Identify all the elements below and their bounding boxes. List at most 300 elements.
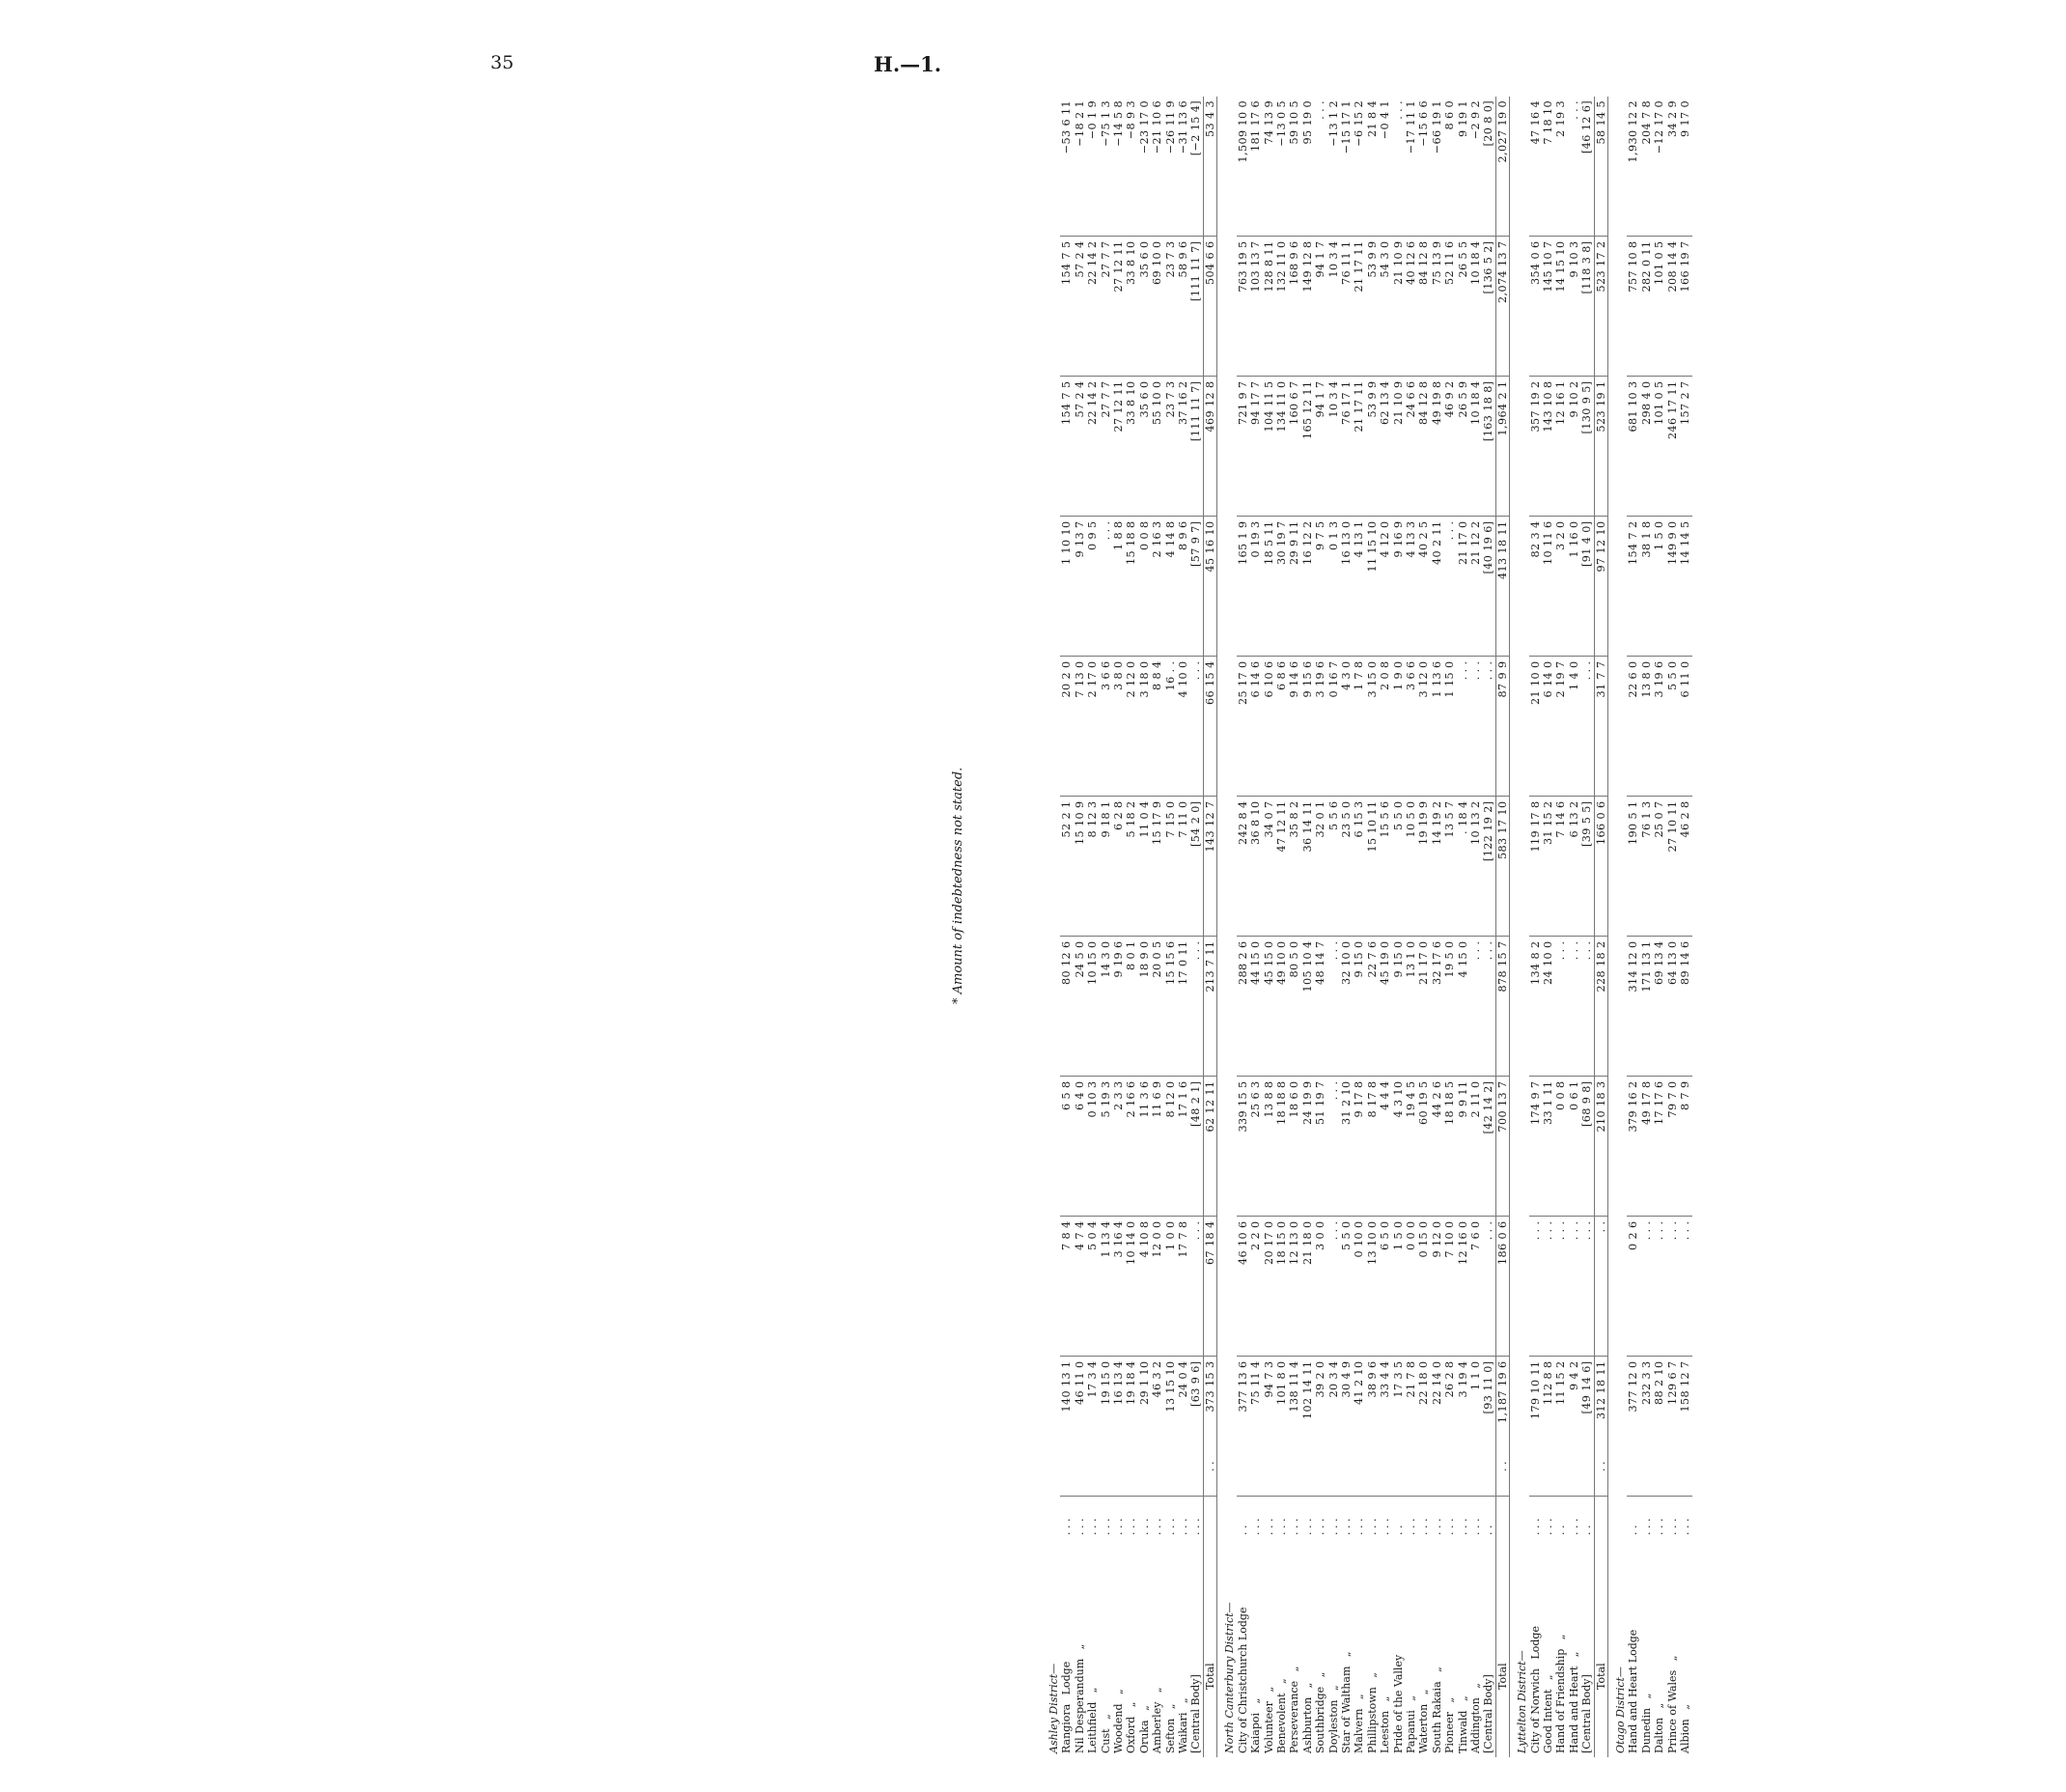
amount-cell: 47 12 11 bbox=[1275, 797, 1288, 937]
leader-dots: . . . bbox=[1189, 1518, 1203, 1535]
lodge-suffix: „ bbox=[1249, 1697, 1263, 1704]
table-row bbox=[1482, 97, 1495, 1757]
amount-cell: 21 17 0 bbox=[1457, 517, 1469, 657]
table-row bbox=[1138, 97, 1151, 1757]
leader-dots: . . . bbox=[1542, 1518, 1555, 1535]
amount-cell: 13 15 10 bbox=[1164, 1357, 1177, 1497]
amount-cell: 1 9 0 bbox=[1392, 657, 1405, 797]
amount-cell: −13 1 2 bbox=[1327, 97, 1340, 237]
amount-cell: 314 12 0 bbox=[1627, 937, 1639, 1077]
amount-cell: . . . bbox=[1482, 937, 1495, 1077]
amount-cell: 7 6 0 bbox=[1469, 1217, 1482, 1357]
table-row bbox=[1405, 97, 1417, 1757]
amount-cell: [91 4 0] bbox=[1580, 517, 1594, 657]
amount-cell: 6 5 0 bbox=[1379, 1217, 1391, 1357]
lodge-name-text: Leithfield bbox=[1086, 1701, 1100, 1753]
lodge-name-text: Dunedin bbox=[1639, 1707, 1653, 1753]
leader-dots: . . . bbox=[1679, 1518, 1692, 1535]
amount-cell: 49 17 8 bbox=[1640, 1077, 1653, 1217]
footnote: * Amount of indebtedness not stated. bbox=[951, 767, 965, 1004]
leader-dots: . . . bbox=[1404, 1518, 1417, 1535]
amount-cell: 34 2 9 bbox=[1666, 97, 1679, 237]
leader-dots: . . bbox=[1580, 1525, 1594, 1535]
amount-cell: 3 6 6 bbox=[1100, 657, 1112, 797]
lodge-name bbox=[1379, 1539, 1391, 1757]
lodge-suffix: „ bbox=[1456, 1695, 1469, 1702]
amount-cell: [54 2 0] bbox=[1189, 797, 1203, 937]
table-row bbox=[1340, 97, 1353, 1757]
amount-cell: 0 2 6 bbox=[1627, 1217, 1639, 1357]
amount-cell: 95 19 0 bbox=[1301, 97, 1314, 237]
lodge-name bbox=[1640, 1539, 1653, 1757]
lodge-name bbox=[1443, 1539, 1456, 1757]
amount-cell: 23 7 3 bbox=[1164, 377, 1177, 517]
amount-cell: −75 1 3 bbox=[1100, 97, 1112, 237]
amount-cell: 9 19 6 bbox=[1112, 937, 1125, 1077]
amount-cell: 29 9 11 bbox=[1288, 517, 1300, 657]
lodge-name-text: Benevolent bbox=[1274, 1693, 1288, 1753]
amount-cell: −0 1 9 bbox=[1086, 97, 1099, 237]
lodge-suffix: Lodge bbox=[1528, 1626, 1542, 1660]
amount-cell: 47 16 4 bbox=[1529, 97, 1542, 237]
amount-cell: 134 8 2 bbox=[1529, 937, 1542, 1077]
amount-cell: 18 18 8 bbox=[1275, 1077, 1288, 1217]
amount-cell: 4 3 0 bbox=[1340, 657, 1353, 797]
amount-cell: [40 19 6] bbox=[1482, 517, 1495, 657]
leader-dots: . . bbox=[1554, 1525, 1568, 1535]
total-amount-cell: 2,027 19 0 bbox=[1495, 97, 1509, 237]
lodge-name-text: Oxford bbox=[1125, 1716, 1138, 1753]
amount-cell: . . . bbox=[1580, 1217, 1594, 1357]
amount-cell: 26 5 5 bbox=[1457, 237, 1469, 377]
leader-dots: . . . bbox=[1262, 1518, 1275, 1535]
amount-cell: 3 8 0 bbox=[1112, 657, 1125, 797]
lodge-name bbox=[1469, 1539, 1482, 1757]
table-row bbox=[1353, 97, 1365, 1757]
lodge-name bbox=[1580, 1539, 1594, 1757]
amount-cell: 2 16 6 bbox=[1125, 1077, 1137, 1217]
amount-cell: 22 14 2 bbox=[1086, 377, 1099, 517]
lodge-name bbox=[1653, 1539, 1665, 1757]
district-name: Lyttelton District— bbox=[1516, 1650, 1529, 1753]
amount-cell: 89 14 6 bbox=[1679, 937, 1691, 1077]
amount-cell: 10 11 6 bbox=[1542, 517, 1554, 657]
amount-cell: 8 6 0 bbox=[1443, 97, 1456, 237]
lodge-name-text: Woodend bbox=[1112, 1703, 1126, 1753]
leader-dots: . . . bbox=[1249, 1518, 1263, 1535]
lodge-suffix: „ bbox=[1639, 1693, 1653, 1699]
lodge-name-text: Amberley bbox=[1151, 1701, 1164, 1753]
amount-cell: [48 2 1] bbox=[1189, 1077, 1203, 1217]
lodge-suffix: Lodge bbox=[1060, 1661, 1074, 1695]
amount-cell: 1 1 0 bbox=[1469, 1357, 1482, 1497]
lodge-suffix: „ bbox=[1137, 1705, 1151, 1711]
amount-cell: 57 2 4 bbox=[1074, 377, 1086, 517]
amount-cell: 17 3 5 bbox=[1392, 1357, 1405, 1497]
amount-cell: . . . bbox=[1443, 517, 1456, 657]
amount-cell: 103 13 7 bbox=[1249, 237, 1262, 377]
lodge-name-text: Addington bbox=[1469, 1697, 1482, 1753]
amount-cell: 13 5 7 bbox=[1443, 797, 1456, 937]
lodge-name-text: Volunteer bbox=[1262, 1701, 1275, 1753]
amount-cell: 6 14 6 bbox=[1249, 657, 1262, 797]
amount-cell: 2 11 0 bbox=[1469, 1077, 1482, 1217]
table-row bbox=[1554, 97, 1567, 1757]
amount-cell: 15 17 9 bbox=[1151, 797, 1163, 937]
amount-cell: 27 7 7 bbox=[1100, 377, 1112, 517]
leader-dots: . . . bbox=[1417, 1518, 1431, 1535]
total-amount-cell: 166 0 6 bbox=[1594, 797, 1607, 937]
table-body bbox=[1047, 97, 1698, 1757]
amount-cell: 12 13 0 bbox=[1288, 1217, 1300, 1357]
amount-cell: [163 18 8] bbox=[1482, 377, 1495, 517]
lodge-suffix: „ bbox=[1353, 1694, 1366, 1700]
amount-cell: 4 10 0 bbox=[1177, 657, 1189, 797]
amount-cell: 10 14 0 bbox=[1125, 1217, 1137, 1357]
total-amount-cell: 413 18 11 bbox=[1495, 517, 1509, 657]
amount-cell: 21 17 11 bbox=[1353, 377, 1365, 517]
section-spacer bbox=[1692, 97, 1698, 1757]
amount-cell: 15 5 6 bbox=[1379, 797, 1391, 937]
table-row bbox=[1263, 97, 1275, 1757]
amount-cell: 60 19 5 bbox=[1417, 1077, 1430, 1217]
amount-cell: 15 10 11 bbox=[1366, 797, 1379, 937]
amount-cell: 22 6 0 bbox=[1627, 657, 1639, 797]
table-row bbox=[1529, 97, 1542, 1757]
amount-cell: 9 18 1 bbox=[1100, 797, 1112, 937]
amount-cell: 18 6 0 bbox=[1288, 1077, 1300, 1217]
leader-dots: . . . bbox=[1073, 1518, 1086, 1535]
amount-cell: 84 12 8 bbox=[1417, 377, 1430, 517]
amount-cell: 35 8 2 bbox=[1288, 797, 1300, 937]
amount-cell: 23 5 0 bbox=[1340, 797, 1353, 937]
amount-cell: 21 8 4 bbox=[1366, 97, 1379, 237]
table-row bbox=[1237, 97, 1249, 1757]
district-heading-row bbox=[1047, 97, 1060, 1757]
amount-cell: 763 19 5 bbox=[1237, 237, 1249, 377]
amount-cell: 5 5 6 bbox=[1327, 797, 1340, 937]
amount-cell: 57 2 4 bbox=[1074, 237, 1086, 377]
amount-cell: 119 17 8 bbox=[1529, 797, 1542, 937]
lodge-name bbox=[1177, 1539, 1189, 1757]
table-row bbox=[1457, 97, 1469, 1757]
lodge-suffix: „ bbox=[1339, 1651, 1353, 1658]
amount-cell: 21 18 0 bbox=[1301, 1217, 1314, 1357]
amount-cell: 6 10 6 bbox=[1263, 657, 1275, 797]
table-row bbox=[1469, 97, 1482, 1757]
lodge-name bbox=[1627, 1539, 1639, 1757]
amount-cell: . . . bbox=[1580, 657, 1594, 797]
lodge-name-text: [Central Body] bbox=[1482, 1674, 1495, 1753]
amount-cell: 44 2 6 bbox=[1431, 1077, 1443, 1217]
amount-cell: 22 14 2 bbox=[1086, 237, 1099, 377]
lodge-name-text: Kaiapoi bbox=[1249, 1712, 1263, 1753]
amount-cell: 27 12 11 bbox=[1112, 377, 1125, 517]
amount-cell: 1 16 0 bbox=[1568, 517, 1580, 657]
amount-cell: 6 14 0 bbox=[1542, 657, 1554, 797]
amount-cell: 204 7 8 bbox=[1640, 97, 1653, 237]
lodge-name bbox=[1327, 1539, 1340, 1757]
total-amount-cell: 67 18 4 bbox=[1203, 1217, 1216, 1357]
amount-cell: 64 13 0 bbox=[1666, 937, 1679, 1077]
amount-cell: 1 5 0 bbox=[1653, 517, 1665, 657]
lodge-suffix: „ bbox=[1125, 1701, 1138, 1708]
amount-cell: 166 19 7 bbox=[1679, 237, 1691, 377]
leader-dots: . . . bbox=[1528, 1518, 1542, 1535]
total-amount-cell: 700 13 7 bbox=[1495, 1077, 1509, 1217]
amount-cell: 7 18 10 bbox=[1542, 97, 1554, 237]
leader-dots: . . bbox=[1594, 1497, 1607, 1539]
lodge-name-text: Nil Desperandum bbox=[1073, 1658, 1086, 1753]
amount-cell: 4 14 8 bbox=[1164, 517, 1177, 657]
amount-cell: 36 14 11 bbox=[1301, 797, 1314, 937]
amount-cell: 14 14 5 bbox=[1679, 517, 1691, 657]
amount-cell: . . . bbox=[1189, 657, 1203, 797]
lodge-suffix: „ bbox=[1163, 1703, 1177, 1710]
amount-cell: . . . bbox=[1542, 1217, 1554, 1357]
amount-cell: 69 13 4 bbox=[1653, 937, 1665, 1077]
amount-cell: 9 9 11 bbox=[1457, 1077, 1469, 1217]
amount-cell: 134 11 0 bbox=[1275, 377, 1288, 517]
amount-cell: 8 9 6 bbox=[1177, 517, 1189, 657]
amount-cell: 41 2 10 bbox=[1353, 1357, 1365, 1497]
amount-cell: 25 6 3 bbox=[1249, 1077, 1262, 1217]
lodge-suffix: „ bbox=[1314, 1671, 1327, 1678]
amount-cell: 27 10 11 bbox=[1666, 797, 1679, 937]
amount-cell: 53 9 9 bbox=[1366, 237, 1379, 377]
amount-cell: [63 9 6] bbox=[1189, 1357, 1203, 1497]
amount-cell: 18 18 5 bbox=[1443, 1077, 1456, 1217]
amount-cell: 6 5 8 bbox=[1060, 1077, 1073, 1217]
amount-cell: 30 19 7 bbox=[1275, 517, 1288, 657]
amount-cell: 112 8 8 bbox=[1542, 1357, 1554, 1497]
amount-cell: . . . bbox=[1327, 1077, 1340, 1217]
amount-cell: [49 14 6] bbox=[1580, 1357, 1594, 1497]
table-row bbox=[1086, 97, 1099, 1757]
amount-cell: 26 2 8 bbox=[1443, 1357, 1456, 1497]
lodge-name bbox=[1529, 1539, 1542, 1757]
district-heading-row bbox=[1223, 97, 1236, 1757]
amount-cell: 21 17 11 bbox=[1353, 237, 1365, 377]
leader-dots: . . . bbox=[1163, 1518, 1177, 1535]
lodge-name bbox=[1542, 1539, 1554, 1757]
amount-cell: 24 5 0 bbox=[1074, 937, 1086, 1077]
amount-cell: 128 8 11 bbox=[1263, 237, 1275, 377]
amount-cell: 104 11 5 bbox=[1263, 377, 1275, 517]
amount-cell: 46 9 2 bbox=[1443, 377, 1456, 517]
amount-cell: . . . bbox=[1392, 97, 1405, 237]
amount-cell: 16 . . bbox=[1164, 657, 1177, 797]
total-amount-cell: 373 15 3 bbox=[1203, 1357, 1216, 1497]
amount-cell: 38 9 6 bbox=[1366, 1357, 1379, 1497]
amount-cell: [130 9 5] bbox=[1580, 377, 1594, 517]
amount-cell: 46 2 8 bbox=[1679, 797, 1691, 937]
amount-cell: −6 15 2 bbox=[1353, 97, 1365, 237]
total-row bbox=[1495, 97, 1509, 1757]
amount-cell: 35 6 0 bbox=[1138, 377, 1151, 517]
amount-cell: −26 11 9 bbox=[1164, 97, 1177, 237]
amount-cell: 101 0 5 bbox=[1653, 377, 1665, 517]
amount-cell: 101 0 5 bbox=[1653, 237, 1665, 377]
amount-cell: . . . bbox=[1457, 657, 1469, 797]
lodge-name bbox=[1164, 1539, 1177, 1757]
amount-cell: 6 8 6 bbox=[1275, 657, 1288, 797]
lodge-name-text: Prince of Wales bbox=[1665, 1669, 1679, 1753]
lodge-name bbox=[1074, 1539, 1086, 1757]
amount-cell: 88 2 10 bbox=[1653, 1357, 1665, 1497]
amount-cell: 8 7 9 bbox=[1679, 1077, 1691, 1217]
amount-cell: −14 5 8 bbox=[1112, 97, 1125, 237]
amount-cell: 1 15 0 bbox=[1443, 657, 1456, 797]
table-row bbox=[1151, 97, 1163, 1757]
amount-cell: 3 0 0 bbox=[1314, 1217, 1326, 1357]
leader-dots: . . bbox=[1495, 1497, 1509, 1539]
leader-dots: . . . bbox=[1086, 1518, 1100, 1535]
lodge-suffix: „ bbox=[1417, 1689, 1431, 1695]
amount-cell: 4 3 10 bbox=[1392, 1077, 1405, 1217]
lodge-name-text: Star of Waltham bbox=[1339, 1666, 1353, 1753]
lodge-name-text: Rangiora bbox=[1060, 1703, 1074, 1753]
amount-cell: 35 6 0 bbox=[1138, 237, 1151, 377]
amount-cell: −66 19 1 bbox=[1431, 97, 1443, 237]
amount-cell: 94 7 3 bbox=[1263, 1357, 1275, 1497]
amount-cell: 181 17 6 bbox=[1249, 97, 1262, 237]
amount-cell: 138 11 4 bbox=[1288, 1357, 1300, 1497]
table-row bbox=[1301, 97, 1314, 1757]
amount-cell: 1 7 8 bbox=[1353, 657, 1365, 797]
amount-cell: 5 5 0 bbox=[1392, 797, 1405, 937]
amount-cell: 154 7 5 bbox=[1060, 237, 1073, 377]
amount-cell: 288 2 6 bbox=[1237, 937, 1249, 1077]
amount-cell: 12 0 0 bbox=[1151, 1217, 1163, 1357]
table-row bbox=[1666, 97, 1679, 1757]
amount-cell: 2 16 3 bbox=[1151, 517, 1163, 657]
table-row bbox=[1392, 97, 1405, 1757]
amount-cell: 2 3 3 bbox=[1112, 1077, 1125, 1217]
lodge-name-text: [Central Body] bbox=[1189, 1674, 1203, 1753]
amount-cell: 0 10 3 bbox=[1086, 1077, 1099, 1217]
table-row bbox=[1679, 97, 1691, 1757]
lodge-suffix: „ bbox=[1177, 1697, 1190, 1704]
amount-cell: 19 15 0 bbox=[1100, 1357, 1112, 1497]
amount-cell: 49 19 8 bbox=[1431, 377, 1443, 517]
lodge-name bbox=[1679, 1539, 1691, 1757]
amount-cell: 165 12 11 bbox=[1301, 377, 1314, 517]
amount-cell: 6 4 0 bbox=[1074, 1077, 1086, 1217]
amount-cell: 0 0 0 bbox=[1405, 1217, 1417, 1357]
amount-cell: 681 10 3 bbox=[1627, 377, 1639, 517]
lodge-name bbox=[1189, 1539, 1203, 1757]
table-row bbox=[1366, 97, 1379, 1757]
amount-cell: 3 6 6 bbox=[1405, 657, 1417, 797]
lodge-suffix: „ bbox=[1073, 1643, 1086, 1650]
total-amount-cell: 62 12 11 bbox=[1203, 1077, 1216, 1217]
amount-cell: 52 2 1 bbox=[1060, 797, 1073, 937]
amount-cell: 143 10 8 bbox=[1542, 377, 1554, 517]
amount-cell: 10 5 0 bbox=[1405, 797, 1417, 937]
leader-dots: . . . bbox=[1151, 1518, 1164, 1535]
amount-cell: [−2 15 4] bbox=[1189, 97, 1203, 237]
leader-dots: . . bbox=[1236, 1525, 1249, 1535]
amount-cell: 37 16 2 bbox=[1177, 377, 1189, 517]
amount-cell: . . . bbox=[1679, 1217, 1691, 1357]
amount-cell: 31 15 2 bbox=[1542, 797, 1554, 937]
amount-cell: [42 14 2] bbox=[1482, 1077, 1495, 1217]
total-amount-cell: 523 17 2 bbox=[1594, 237, 1607, 377]
amount-cell: 15 18 8 bbox=[1125, 517, 1137, 657]
amount-cell: 12 16 1 bbox=[1554, 377, 1567, 517]
lodge-name bbox=[1405, 1539, 1417, 1757]
amount-cell: . . . bbox=[1469, 657, 1482, 797]
lodge-suffix: „ bbox=[1653, 1702, 1666, 1709]
amount-cell: 0 19 3 bbox=[1249, 517, 1262, 657]
table-row bbox=[1653, 97, 1665, 1757]
amount-cell: 45 15 0 bbox=[1263, 937, 1275, 1077]
leader-dots: . . . bbox=[1177, 1518, 1190, 1535]
lodge-name bbox=[1417, 1539, 1430, 1757]
amount-cell: 15 10 9 bbox=[1074, 797, 1086, 937]
lodge-name-text: Sefton bbox=[1163, 1718, 1177, 1753]
leader-dots: . . . bbox=[1365, 1518, 1379, 1535]
amount-cell: 0 6 1 bbox=[1568, 1077, 1580, 1217]
amount-cell: 1 13 4 bbox=[1100, 1217, 1112, 1357]
amount-cell: 102 14 11 bbox=[1301, 1357, 1314, 1497]
amount-cell: 21 12 2 bbox=[1469, 517, 1482, 657]
amount-cell: −2 9 2 bbox=[1469, 97, 1482, 237]
amount-cell: 5 5 0 bbox=[1340, 1217, 1353, 1357]
amount-cell: 154 7 5 bbox=[1060, 377, 1073, 517]
amount-cell: 6 11 0 bbox=[1679, 657, 1691, 797]
amount-cell: 1,930 12 2 bbox=[1627, 97, 1639, 237]
amount-cell: 2 19 7 bbox=[1554, 657, 1567, 797]
lodge-name bbox=[1392, 1539, 1405, 1757]
amount-cell: 75 13 9 bbox=[1431, 237, 1443, 377]
lodge-suffix: „ bbox=[1554, 1634, 1568, 1640]
amount-cell: 40 2 11 bbox=[1431, 517, 1443, 657]
amount-cell: 105 10 4 bbox=[1301, 937, 1314, 1077]
lodge-name bbox=[1457, 1539, 1469, 1757]
amount-cell: 11 6 9 bbox=[1151, 1077, 1163, 1217]
amount-cell: 2 19 3 bbox=[1554, 97, 1567, 237]
amount-cell: 1 5 0 bbox=[1392, 1217, 1405, 1357]
lodge-suffix: „ bbox=[1469, 1682, 1482, 1689]
amount-cell: 140 13 1 bbox=[1060, 1357, 1073, 1497]
lodge-name bbox=[1275, 1539, 1288, 1757]
amount-cell: 0 0 8 bbox=[1138, 517, 1151, 657]
amount-cell: 339 15 5 bbox=[1237, 1077, 1249, 1217]
lodge-name-text: Dalton bbox=[1653, 1717, 1666, 1753]
amount-cell: 54 3 0 bbox=[1379, 237, 1391, 377]
table-row bbox=[1164, 97, 1177, 1757]
leader-dots: . . . bbox=[1339, 1518, 1353, 1535]
rotated-table-area bbox=[1047, 97, 2066, 1757]
amount-cell: 17 1 6 bbox=[1177, 1077, 1189, 1217]
leader-dots: . . . bbox=[1469, 1518, 1482, 1535]
lodge-suffix: „ bbox=[1288, 1666, 1301, 1672]
amount-cell: . . . bbox=[1554, 1217, 1567, 1357]
amount-cell: . . . bbox=[1469, 937, 1482, 1077]
amount-cell: 40 12 6 bbox=[1405, 237, 1417, 377]
amount-cell: 11 0 4 bbox=[1138, 797, 1151, 937]
amount-cell: 171 13 1 bbox=[1640, 937, 1653, 1077]
amount-cell: . . . bbox=[1666, 1217, 1679, 1357]
lodge-suffix: „ bbox=[1086, 1687, 1100, 1694]
lodge-name-text: Tinwald bbox=[1456, 1710, 1469, 1753]
spacer-cell bbox=[1692, 97, 1698, 1757]
amount-cell: 40 2 5 bbox=[1417, 517, 1430, 657]
amount-cell: 9 15 0 bbox=[1392, 937, 1405, 1077]
table-row bbox=[1417, 97, 1430, 1757]
